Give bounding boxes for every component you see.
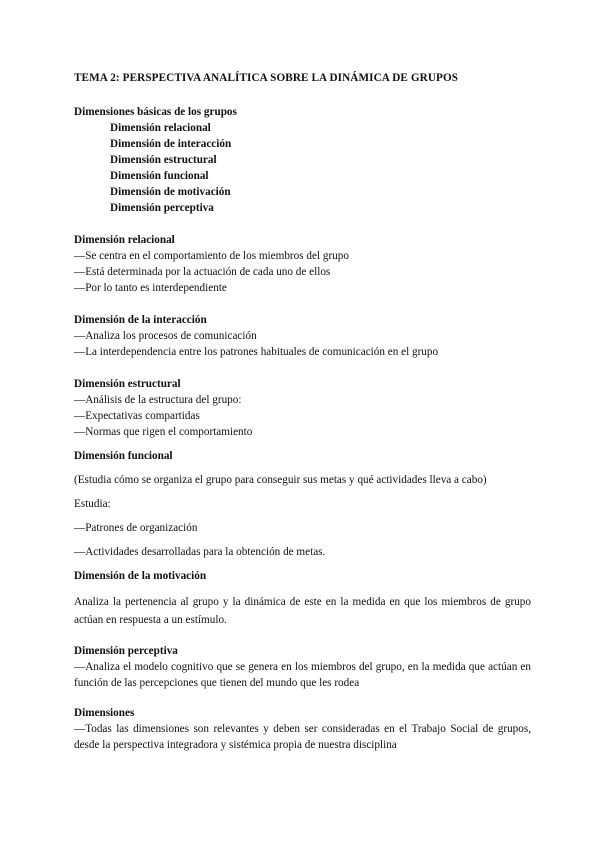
list-item: Dimensión de motivación [110,186,231,198]
list-item: —Actividades desarrolladas para la obtención de metas. [74,546,326,558]
section-estructural [74,376,531,440]
section-motivacion [74,568,531,629]
section-heading: Dimensión perceptiva [74,645,178,657]
list-item: Dimensión perceptiva [110,202,214,214]
paragraph: (Estudia cómo se organiza el grupo para conseguir sus metas y qué actividades lleva a cabo) [74,474,487,486]
list-item: Dimensión relacional [110,122,211,134]
list-item: —Analiza los procesos de comunicación [74,330,257,342]
section-heading: Dimensión relacional [74,234,175,246]
section-heading: Dimensiones básicas de los grupos [74,106,237,118]
list-item: —Análisis de la estructura del grupo: [74,394,242,406]
section-basic-dimensions [74,104,531,216]
section-interaccion [74,312,531,360]
list-item: —La interdependencia entre los patrones habituales de comunicación en el grupo [74,346,439,358]
section-heading: Dimensiones [74,707,135,719]
list-item: Dimensión funcional [110,170,209,182]
page-title: TEMA 2: PERSPECTIVA ANALÍTICA SOBRE LA DINÁMICA DE GRUPOS [74,72,459,84]
section-perceptiva [74,643,531,691]
paragraph: Estudia: [74,498,111,510]
paragraph: Analiza la pertenencia al grupo y la dinámica de este en la medida en que los miembros de grupo actúan en respuesta a un estímulo. [74,596,531,626]
section-heading: Dimensión estructural [74,378,181,390]
list-item: Dimensión de interacción [110,138,232,150]
paragraph: —Analiza el modelo cognitivo que se genera en los miembros del grupo, en la medida que actúan en función de las percepciones que tienen del mundo que les rodea [74,661,531,689]
document-page [74,70,531,753]
list-item: —Normas que rigen el comportamiento [74,426,253,438]
section-funcional [74,448,531,560]
section-heading: Dimensión de la interacción [74,314,207,326]
section-dimensiones [74,705,531,753]
list-item: —Por lo tanto es interdependiente [74,282,227,294]
section-relacional [74,232,531,296]
paragraph: —Todas las dimensiones son relevantes y deben ser consideradas en el Trabajo Social de grupos, desde la perspectiva integradora y sistémica propia de nuestra disciplina [74,723,531,751]
section-heading: Dimensión funcional [74,450,173,462]
list-item: —Se centra en el comportamiento de los miembros del grupo [74,250,349,262]
list-item: —Está determinada por la actuación de cada uno de ellos [74,266,331,278]
list-item: —Expectativas compartidas [74,410,200,422]
list-item: —Patrones de organización [74,522,198,534]
section-heading: Dimensión de la motivación [74,570,207,582]
list-item: Dimensión estructural [110,154,217,166]
